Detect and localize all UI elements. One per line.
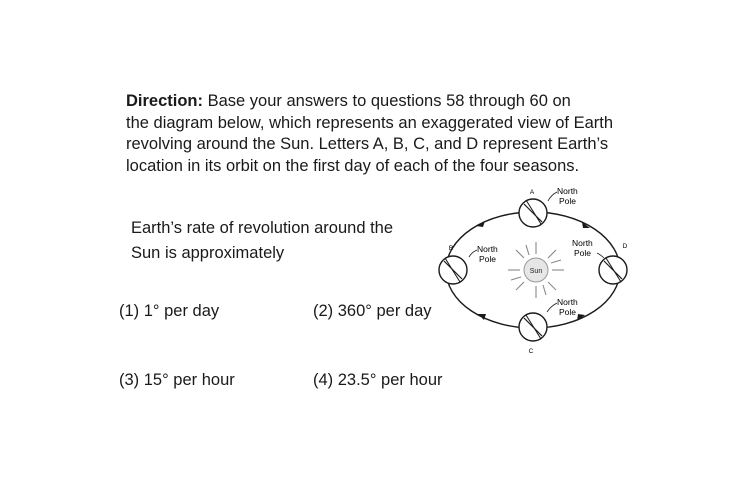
- earth-position-c: [519, 297, 578, 355]
- earth-position-a: [519, 186, 578, 227]
- north-pole-arrow-d: [597, 253, 604, 258]
- north-pole-label-c-word2: Pole: [559, 307, 577, 317]
- answer-choice-2[interactable]: (2) 360° per day: [313, 302, 432, 320]
- direction-line-2: the diagram below, which represents an exaggerated view of Earth: [126, 113, 614, 132]
- position-label-a: A: [529, 189, 535, 196]
- sun-label: Sun: [529, 268, 543, 275]
- earth-orbit-diagram: [420, 180, 650, 360]
- question-line-2: Sun is approximately: [131, 244, 285, 262]
- direction-line-4: location in its orbit on the first day of each of the four seasons.: [126, 156, 580, 175]
- north-pole-label-d-word1: North: [572, 238, 593, 248]
- north-pole-arrow-b: [469, 250, 477, 257]
- north-pole-label-a-word1: North: [557, 186, 578, 196]
- north-pole-label-b-word2: Pole: [479, 254, 497, 264]
- direction-text-1: Base your answers to questions 58 through 60 on: [207, 92, 571, 110]
- question-text: [131, 216, 393, 266]
- answer-choice-3[interactable]: (3) 15° per hour: [119, 371, 235, 389]
- position-label-b: B: [448, 245, 454, 252]
- north-pole-arrow-a: [548, 192, 557, 201]
- north-pole-arrow-c: [547, 303, 557, 312]
- north-pole-label-a-word2: Pole: [559, 196, 577, 206]
- north-pole-label-d-word2: Pole: [574, 248, 592, 258]
- direction-paragraph: [126, 91, 626, 177]
- answer-choice-4[interactable]: (4) 23.5° per hour: [313, 371, 443, 389]
- position-label-d: D: [622, 243, 628, 250]
- direction-lead: Direction:: [126, 92, 204, 110]
- earth-position-d: [572, 238, 628, 284]
- position-label-c: C: [528, 348, 534, 355]
- question-line-1: Earth’s rate of revolution around the: [131, 219, 394, 237]
- north-pole-label-b-word1: North: [477, 244, 498, 254]
- answer-choice-1[interactable]: (1) 1° per day: [119, 302, 220, 320]
- direction-line-1: [126, 91, 626, 113]
- sun: [508, 242, 564, 298]
- north-pole-label-c-word1: North: [557, 297, 578, 307]
- orbit-arrow-top-left: [476, 221, 485, 227]
- earth-position-b: [439, 244, 498, 284]
- direction-line-3: revolving around the Sun. Letters A, B, C, and D represent Earth’s: [126, 135, 609, 153]
